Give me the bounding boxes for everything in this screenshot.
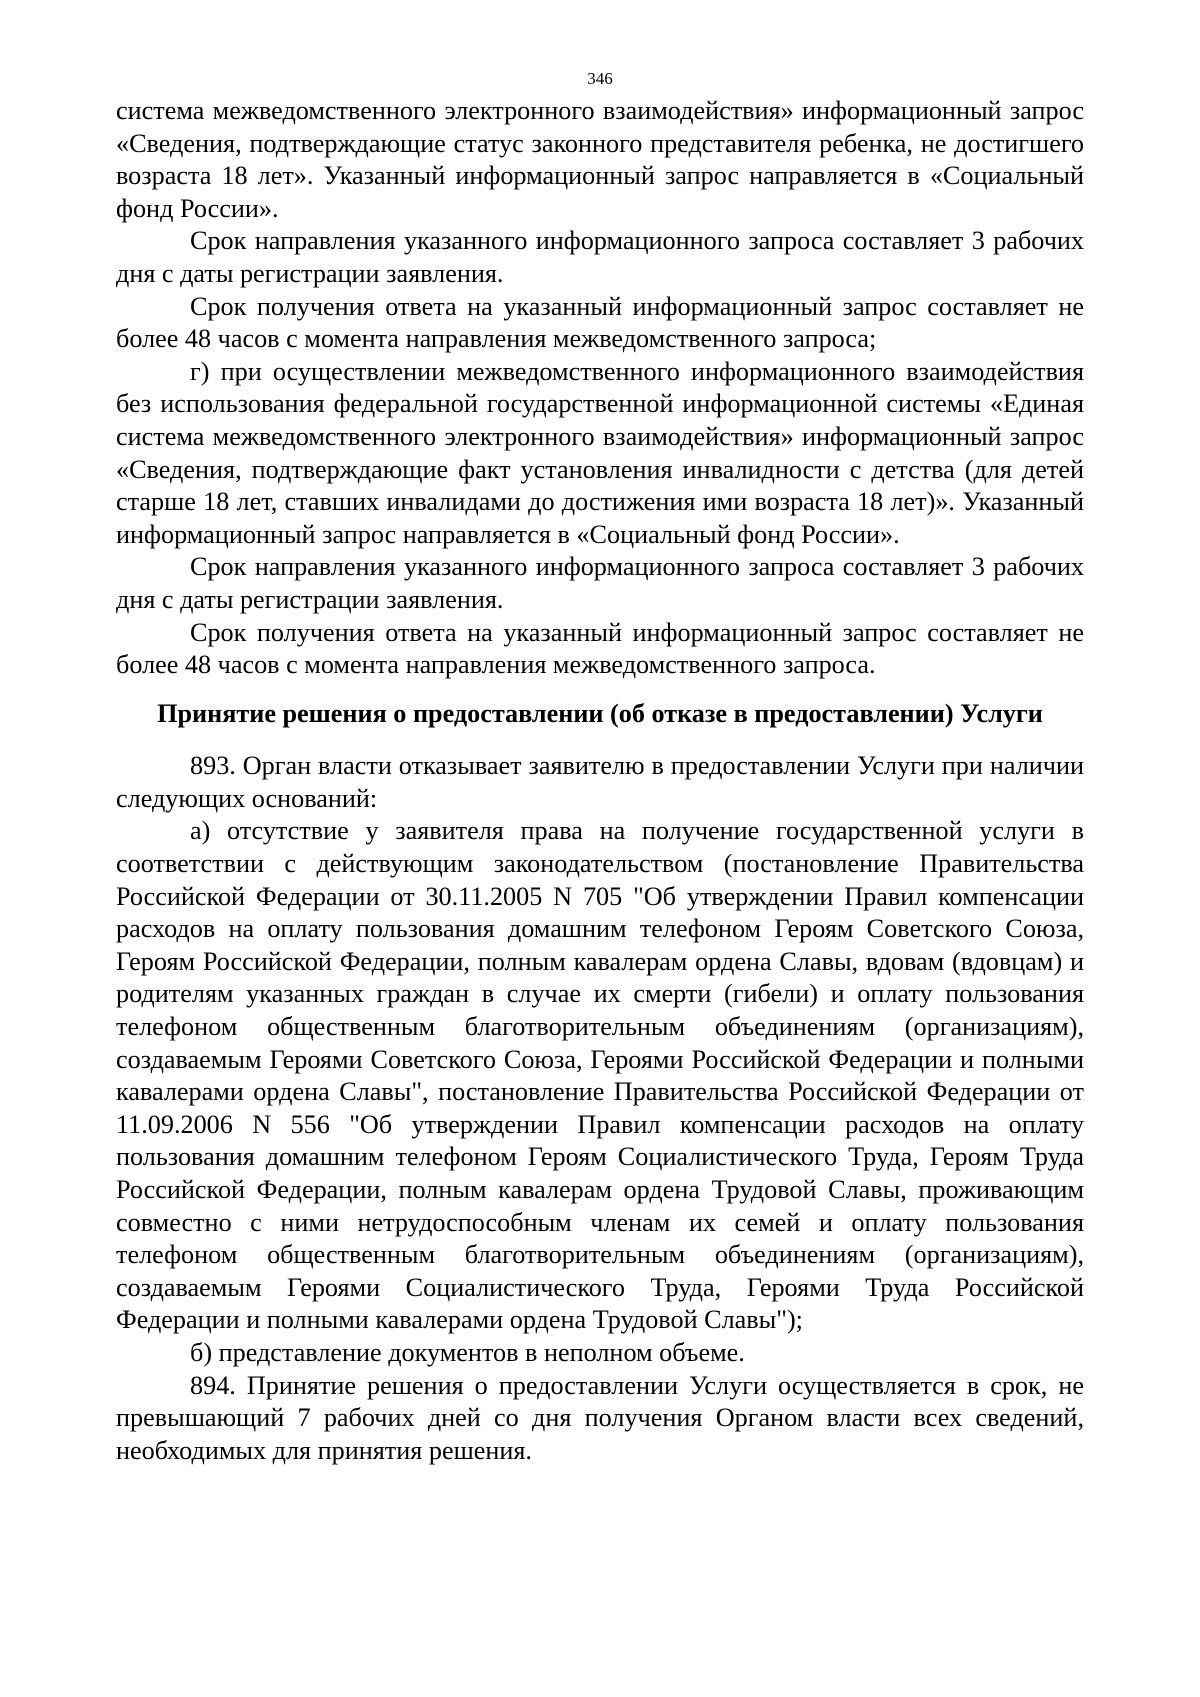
paragraph: Срок получения ответа на указанный информационный запрос составляет не более 48 часов с момента направления межведомственного запроса. bbox=[116, 617, 1084, 680]
paragraph-continuation: система межведомственного электронного взаимодействия» информационный запрос «Сведения, подтверждающие статус законного представителя ребенка, не достигшего возраста 18 лет». Указанный информационный запрос направляется в «Социальный фонд России». bbox=[116, 96, 1084, 223]
paragraph: Срок направления указанного информационного запроса составляет 3 рабочих дня с даты регистрации заявления. bbox=[116, 226, 1084, 288]
paragraph: Срок получения ответа на указанный информационный запрос составляет не более 48 часов с момента направления межведомственного запроса; bbox=[116, 291, 1084, 354]
page-number: 346 bbox=[587, 69, 613, 88]
paragraph-item-g: г) при осуществлении межведомственного информационного взаимодействия без использования федеральной государственной информационной системы «Единая система межведомственного электронного взаимодействия» информационный запрос «Сведения, подтверждающие факт установления инвалидности с детства (для детей старше 18 лет, ставших инвалидами до достижения ими возраста 18 лет)». Указанный информационный запрос направляется в «Социальный фонд России». bbox=[116, 356, 1084, 549]
document-body bbox=[116, 95, 1084, 1467]
paragraph-item-a: а) отсутствие у заявителя права на получение государственной услуги в соответствии с действующим законодательством (постановление Правительства Российской Федерации от 30.11.2005 N 705 "Об утверждении Правил компенсации расходов на оплату пользования домашним телефоном Героям Советского Союза, Героям Российской Федерации, полным кавалерам ордена Славы, вдовам (вдовцам) и родителям указанных граждан в случае их смерти (гибели) и оплату пользования телефоном общественным благотворительным объединениям (организациям), создаваемым Героями Советского Союза, Героями Российской Федерации и полными кавалерами ордена Славы", постановление Правительства Российской Федерации от 11.09.2006 N 556 "Об утверждении Правил компенсации расходов на оплату пользования домашним телефоном Героям Социалистического Труда, Героям Труда Российской Федерации, полным кавалерам ордена Трудовой Славы, проживающим совместно с ними нетрудоспособным членам их семей и оплату пользования телефоном общественным благотворительным объединениям (организациям), создаваемым Героями Социалистического Труда, Героями Труда Российской Федерации и полными кавалерами ордена Трудовой Славы"); bbox=[116, 816, 1084, 1335]
paragraph-item-b: б) представление документов в неполном объеме. bbox=[190, 1337, 745, 1367]
section-heading: Принятие решения о предоставлении (об отказе в предоставлении) Услуги bbox=[157, 698, 1043, 728]
paragraph-893: 893. Орган власти отказывает заявителю в предоставлении Услуги при наличии следующих оснований: bbox=[116, 751, 1084, 813]
paragraph: Срок направления указанного информационного запроса составляет 3 рабочих дня с даты регистрации заявления. bbox=[116, 552, 1084, 614]
paragraph-894: 894. Принятие решения о предоставлении Услуги осуществляется в срок, не превышающий 7 рабочих дней со дня получения Органом власти всех сведений, необходимых для принятия решения. bbox=[116, 1370, 1084, 1465]
